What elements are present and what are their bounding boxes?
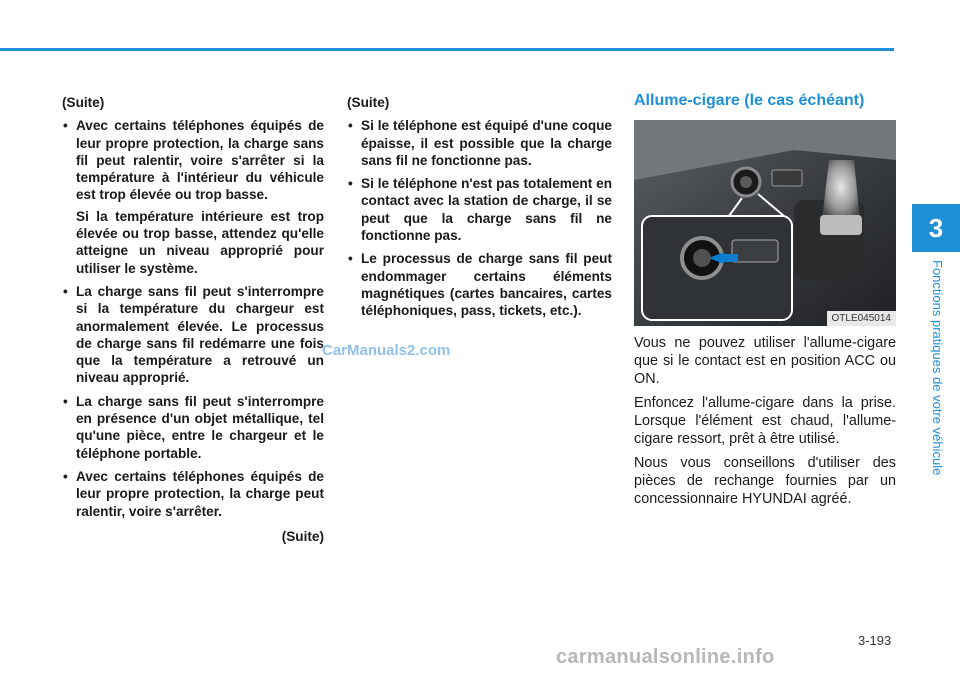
list-item: • Avec certains téléphones équipés de leur propre protection, la charge peut ralentir, voire s'arrêter. xyxy=(62,468,324,520)
image-caption: OTLE045014 xyxy=(827,311,897,326)
cigar-lighter-photo xyxy=(634,120,896,326)
section-title: Allume-cigare (le cas échéant) xyxy=(634,92,865,109)
right-column xyxy=(634,92,896,514)
chapter-tab xyxy=(912,204,960,252)
chapter-number: 3 xyxy=(928,212,944,243)
list-item: • La charge sans fil peut s'interrompre en présence d'un objet métallique, tel qu'une pièce, entre le chargeur et le téléphone portable. xyxy=(62,393,324,462)
header-rule xyxy=(0,48,894,51)
list-item: • La charge sans fil peut s'interrompre si la température du chargeur est anormalement élevée. Le processus de charge sans fil redémarre une fois que la température a retrouvé un niveau approprié. xyxy=(62,283,324,387)
console-illustration xyxy=(634,120,896,326)
left-column xyxy=(62,94,324,551)
suite-label-top: (Suite) xyxy=(62,95,105,110)
list-item: • Le processus de charge sans fil peut endommager certains éléments magnétiques (cartes bancaires, cartes téléphoniques, pass, tickets, etc.). xyxy=(347,250,612,319)
suite-label-top: (Suite) xyxy=(347,95,390,110)
watermark-carmanualsonline: carmanualsonline.info xyxy=(556,646,775,668)
chapter-side-label: Fonctions pratiques de votre véhicule xyxy=(930,260,945,476)
list-item: • Si le téléphone n'est pas totalement en contact avec la station de charge, il se peut que la charge sans fil ne fonctionne pas. xyxy=(347,175,612,244)
sub-paragraph: Si la température intérieure est trop élevée ou trop basse, attendez qu'elle atteigne un niveau approprié pour utiliser le système. xyxy=(76,208,324,276)
paragraph: Enfoncez l'allume-cigare dans la prise. Lorsque l'élément est chaud, l'allume-cigare ressort, prêt à être utilisé. xyxy=(634,395,896,447)
paragraph: Nous vous conseillons d'utiliser des pièces de rechange fournies par un concessionnaire HYUNDAI agréé. xyxy=(634,455,896,507)
list-item: • Si le téléphone est équipé d'une coque épaisse, il est possible que la charge sans fil ne fonctionne pas. xyxy=(347,117,612,169)
middle-column xyxy=(347,94,612,326)
suite-label-bottom: (Suite) xyxy=(281,528,324,544)
middle-bullet-list xyxy=(347,117,612,319)
page-number: 3-193 xyxy=(858,633,892,648)
paragraph: Vous ne pouvez utiliser l'allume-cigare que si le contact est en position ACC ou ON. xyxy=(634,335,896,387)
section-body xyxy=(634,334,896,508)
left-bullet-list xyxy=(62,117,324,520)
watermark-carmanuals: CarManuals2.com xyxy=(322,342,451,359)
list-item: • Avec certains téléphones équipés de leur propre protection, la charge sans fil peut ralentir, voire s'arrêter si la température à l'intérieur du véhicule est trop élevée ou trop basse. Si la température intérieure est trop élevée ou trop basse, attendez qu'elle atteigne un niveau approprié pour utiliser le système. xyxy=(62,117,324,277)
